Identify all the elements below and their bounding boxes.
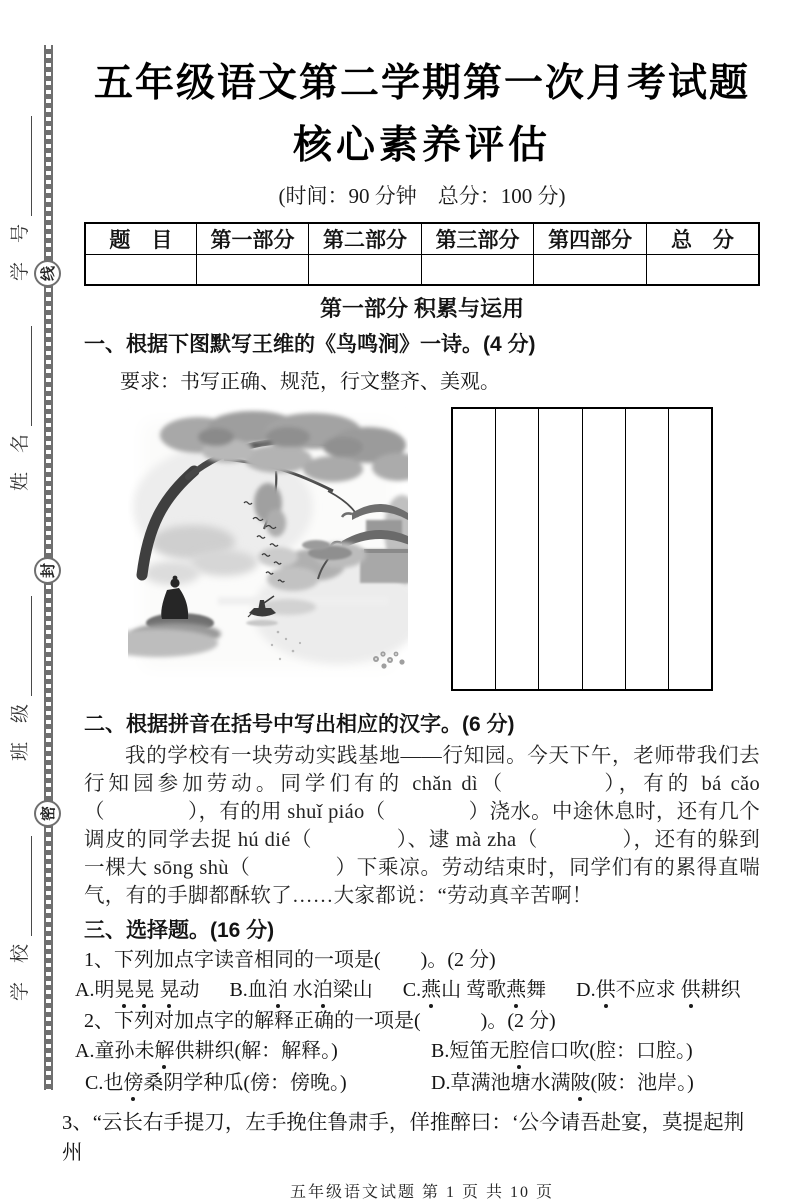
school-blank	[12, 836, 32, 936]
student-id-label: 学 号	[10, 223, 31, 281]
ink-painting-svg	[128, 407, 408, 683]
page-subtitle: 核心素养评估	[292, 124, 551, 167]
student-name-field	[8, 301, 32, 491]
ink-painting	[128, 407, 408, 683]
score-cell	[196, 255, 309, 285]
item1-option-b: B.血泊 水泊梁山	[229, 976, 372, 1005]
item2-stem: 2、下列对加点字的解释正确的一项是( )。(2 分)	[84, 1009, 556, 1032]
item3-stem: 3、“云长右手提刀，左手挽住鲁肃手，佯推醉曰：‘公今请吾赴宴，莫提起荆州	[62, 1111, 745, 1164]
student-name-blank	[12, 326, 32, 426]
school-field	[8, 811, 32, 1001]
item2-option-d: D.草满池塘水满陂(陂：池岸。)	[431, 1069, 760, 1098]
score-cell	[421, 255, 534, 285]
student-name-label: 姓 名	[10, 433, 31, 491]
exam-page	[62, 0, 760, 1202]
time-score-info: (时间：90 分钟 总分：100 分)	[278, 184, 566, 208]
school-label: 学 校	[10, 943, 31, 1001]
student-id-blank	[12, 116, 32, 216]
score-header-total: 总 分	[646, 223, 759, 255]
score-table-empty-row	[85, 255, 759, 285]
score-table	[84, 222, 760, 286]
question3-title: 三、选择题。(16 分)	[84, 918, 275, 942]
poem-grid-column	[669, 409, 711, 689]
score-header-part3: 第三部分	[421, 223, 534, 255]
item2-options	[75, 1037, 760, 1098]
score-cell	[534, 255, 647, 285]
student-id-field	[8, 91, 32, 281]
score-header-part4: 第四部分	[534, 223, 647, 255]
score-cell	[309, 255, 422, 285]
poem-grid-column	[453, 409, 496, 689]
item1-option-a: A.明晃晃 晃动	[75, 976, 199, 1005]
class-field	[8, 571, 32, 761]
poem-answer-grid	[451, 407, 713, 691]
score-cell	[646, 255, 759, 285]
seal-stamp-mi: 密	[34, 800, 61, 827]
page-footer: 五年级语文试题 第 1 页 共 10 页	[289, 1183, 554, 1201]
class-label: 班 级	[10, 703, 31, 761]
question1-body	[128, 407, 760, 691]
poem-grid-column	[496, 409, 539, 689]
score-header-part1: 第一部分	[196, 223, 309, 255]
question2-title: 二、根据拼音在括号中写出相应的汉字。(6 分)	[84, 712, 515, 736]
seal-stamp-xian: 线	[34, 260, 61, 287]
poem-grid-column	[626, 409, 669, 689]
item1-option-c: C.燕山 莺歌燕舞	[403, 976, 546, 1005]
page-title: 五年级语文第二学期第一次月考试题	[93, 62, 750, 105]
item1-option-d: D.供不应求 供耕织	[576, 976, 740, 1005]
score-header-part2: 第二部分	[309, 223, 422, 255]
part1-heading: 第一部分 积累与运用	[319, 295, 525, 321]
question2-passage: 我的学校有一块劳动实践基地——行知园。今天下午，老师带我们去行知园参加劳动。同学们有的 chǎn dì（ ），有的 bá cǎo（ ），有的用 shuǐ piáo（ ）浇水。中途休息时，还有几个调皮的同学去捉 hú dié（ ）、逮 mà zha（ ），还有的躲到一棵大 sōng shù（ ）下乘凉。劳动结束时，同学们有的累得直喘气，有的手脚都酥软了……大家都说：“劳动真辛苦啊！	[84, 744, 760, 907]
question1-requirement: 要求：书写正确、规范，行文整齐、美观。	[120, 370, 500, 393]
item1-stem: 1、下列加点字读音相同的一项是( )。(2 分)	[84, 948, 496, 971]
sealing-margin	[0, 0, 62, 1122]
question1-title: 一、根据下图默写王维的《鸟鸣涧》一诗。(4 分)	[84, 332, 536, 356]
seal-stamp-feng: 封	[34, 557, 61, 584]
item2-option-a: A.童孙未解供耕织(解：解释。)	[75, 1037, 431, 1066]
item2-option-b: B.短笛无腔信口吹(腔：口腔。)	[431, 1037, 760, 1066]
poem-grid-column	[539, 409, 582, 689]
item2-option-c: C.也傍桑阴学种瓜(傍：傍晚。)	[75, 1069, 431, 1098]
poem-grid-column	[583, 409, 626, 689]
class-blank	[12, 596, 32, 696]
item1-options	[75, 976, 760, 1005]
score-cell	[85, 255, 196, 285]
score-table-header-row	[85, 223, 759, 255]
score-header-topic: 题 目	[85, 223, 196, 255]
